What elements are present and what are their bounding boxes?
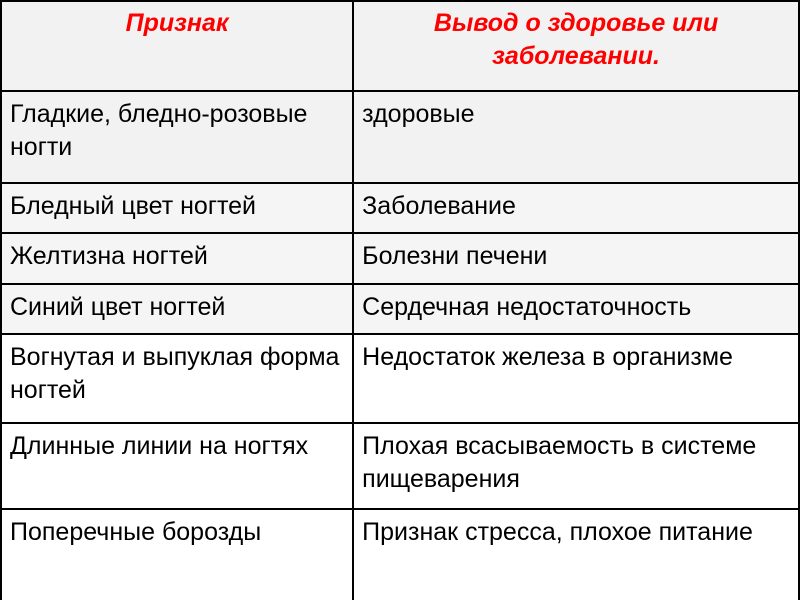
header-conclusion: Вывод о здоровье или заболевании. bbox=[353, 1, 799, 91]
table-row bbox=[1, 284, 799, 334]
sign-cell: Желтизна ногтей bbox=[1, 233, 353, 284]
sign-cell: Длинные линии на ногтях bbox=[1, 423, 353, 509]
header-sign: Признак bbox=[1, 1, 353, 91]
table-row bbox=[1, 334, 799, 423]
conclusion-cell: Болезни печени bbox=[353, 233, 799, 284]
conclusion-cell: Заболевание bbox=[353, 183, 799, 233]
sign-cell: Поперечные борозды bbox=[1, 509, 353, 600]
sign-cell: Вогнутая и выпуклая форма ногтей bbox=[1, 334, 353, 423]
table-row bbox=[1, 233, 799, 284]
sign-cell: Бледный цвет ногтей bbox=[1, 183, 353, 233]
table-row bbox=[1, 509, 799, 600]
table-row bbox=[1, 423, 799, 509]
sign-cell: Гладкие, бледно-розовые ногти bbox=[1, 91, 353, 183]
conclusion-cell: Сердечная недостаточность bbox=[353, 284, 799, 334]
conclusion-cell: Признак стресса, плохое питание bbox=[353, 509, 799, 600]
table-row bbox=[1, 183, 799, 233]
table-row bbox=[1, 91, 799, 183]
conclusion-cell: Плохая всасываемость в системе пищеварения bbox=[353, 423, 799, 509]
table-header-row bbox=[1, 1, 799, 91]
conclusion-cell: Недостаток железа в организме bbox=[353, 334, 799, 423]
conclusion-cell: здоровые bbox=[353, 91, 799, 183]
sign-cell: Синий цвет ногтей bbox=[1, 284, 353, 334]
